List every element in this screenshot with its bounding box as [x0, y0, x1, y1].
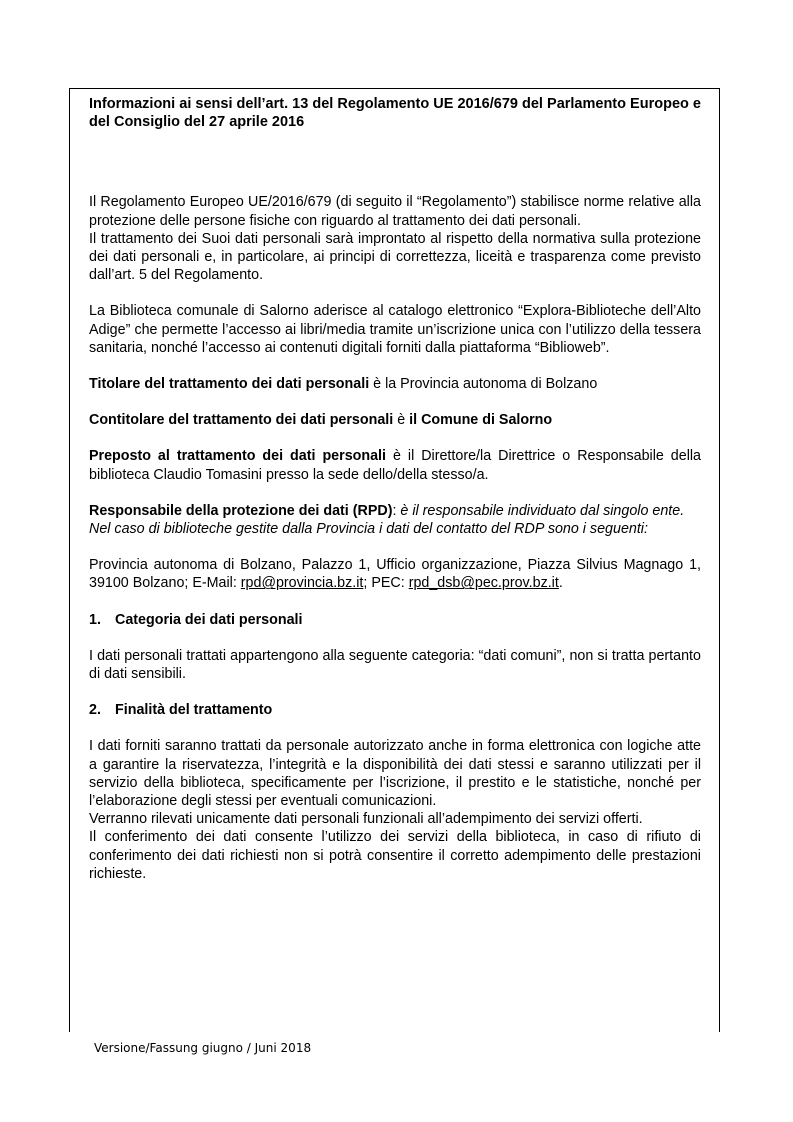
section-2-paragraph-3: Il conferimento dei dati consente l’utilizzo dei servizi della biblioteca, in caso di rifiuto di conferimento dei dati richiesti non si potrà consentire il corretto adempimento delle prestazioni richieste. — [89, 829, 701, 882]
section-2-number: 2. — [89, 702, 101, 719]
section-2-paragraph-1: I dati forniti saranno trattati da personale autorizzato anche in forma elettronica con logiche atte a garantire la riservatezza, l’integrità e la disponibilità dei dati stessi e saranno utilizzati per il servizio della biblioteca, specificamente per l’iscrizione, il prestito e le statistiche, nonché per l’elaborazione degli stessi per eventuali comunicazioni. — [89, 738, 701, 810]
email-link[interactable]: rpd@provincia.bz.it — [240, 575, 364, 592]
rpd-label: Responsabile della protezione dei dati (RPD) — [89, 502, 393, 519]
document-title: Informazioni ai sensi dell’art. 13 del Regolamento UE 2016/679 del Parlamento Europeo e del Consiglio del 27 aprile 2016 — [89, 96, 701, 131]
contitolare-label: Contitolare del trattamento dei dati personali — [89, 412, 394, 429]
titolare-text: è la Provincia autonoma di Bolzano — [369, 376, 598, 393]
section-2-heading — [89, 701, 701, 719]
intro-paragraph-1: Il Regolamento Europeo UE/2016/679 (di seguito il “Regolamento”) stabilisce norme relative alla protezione delle persone fisiche con riguardo al trattamento dei dati personali. — [89, 194, 701, 229]
contitolare-mid: è — [393, 412, 410, 429]
rpd-colon: : — [392, 502, 401, 519]
rpd-text: è il responsabile individuato dal singolo ente. — [400, 502, 685, 519]
document-body — [89, 95, 701, 883]
preposto-paragraph — [89, 447, 701, 483]
address-paragraph — [89, 556, 701, 592]
titolare-paragraph — [89, 375, 701, 393]
address-text: Provincia autonoma di Bolzano, Palazzo 1, Ufficio organizzazione, Piazza Silvius Magnago 1, 39100 Bolzano; E-Mail: — [89, 557, 701, 592]
pec-label: ; PEC: — [363, 575, 409, 592]
preposto-label: Preposto al trattamento dei dati personali — [89, 448, 387, 465]
section-1-number: 1. — [89, 611, 101, 628]
section-2-paragraph-2: Verranno rilevati unicamente dati personali funzionali all’adempimento dei servizi offerti. — [89, 811, 643, 828]
titolare-label: Titolare del trattamento dei dati personali — [89, 376, 370, 393]
pec-link[interactable]: rpd_dsb@pec.prov.bz.it — [408, 575, 559, 592]
rpd-note: Nel caso di biblioteche gestite dalla Provincia i dati del contatto del RDP sono i seguenti: — [89, 521, 648, 538]
section-1-title: Categoria dei dati personali — [115, 611, 303, 628]
section-1-heading — [89, 611, 701, 629]
intro-paragraph-2: Il trattamento dei Suoi dati personali sarà improntato al rispetto della normativa sulla protezione dei dati personali e, in particolare, ai principi di correttezza, liceità e trasparenza come previsto dall’art. 5 del Regolamento. — [89, 230, 701, 284]
library-paragraph: La Biblioteca comunale di Salorno aderisce al catalogo elettronico “Explora-Biblioteche dell’Alto Adige” che permette l’accesso ai libri/media tramite un’iscrizione unica con l’utilizzo della tessera sanitaria, nonché l’accesso ai contenuti digitali forniti dalla piattaforma “Biblioweb”. — [89, 303, 701, 356]
section-1-paragraph: I dati personali trattati appartengono alla seguente categoria: “dati comuni”, non si tratta pertanto di dati sensibili. — [89, 647, 701, 683]
rpd-paragraph — [89, 502, 701, 520]
address-end: . — [558, 575, 563, 592]
section-2-title: Finalità del trattamento — [115, 702, 273, 719]
preposto-text: è il Direttore/la Direttrice o Responsabile della biblioteca Claudio Tomasini presso la sede dello/della stesso/a. — [89, 448, 702, 483]
contitolare-value: il Comune di Salorno — [409, 412, 553, 429]
footer-version: Versione/Fassung giugno / Juni 2018 — [94, 1041, 312, 1055]
contitolare-paragraph — [89, 411, 701, 429]
